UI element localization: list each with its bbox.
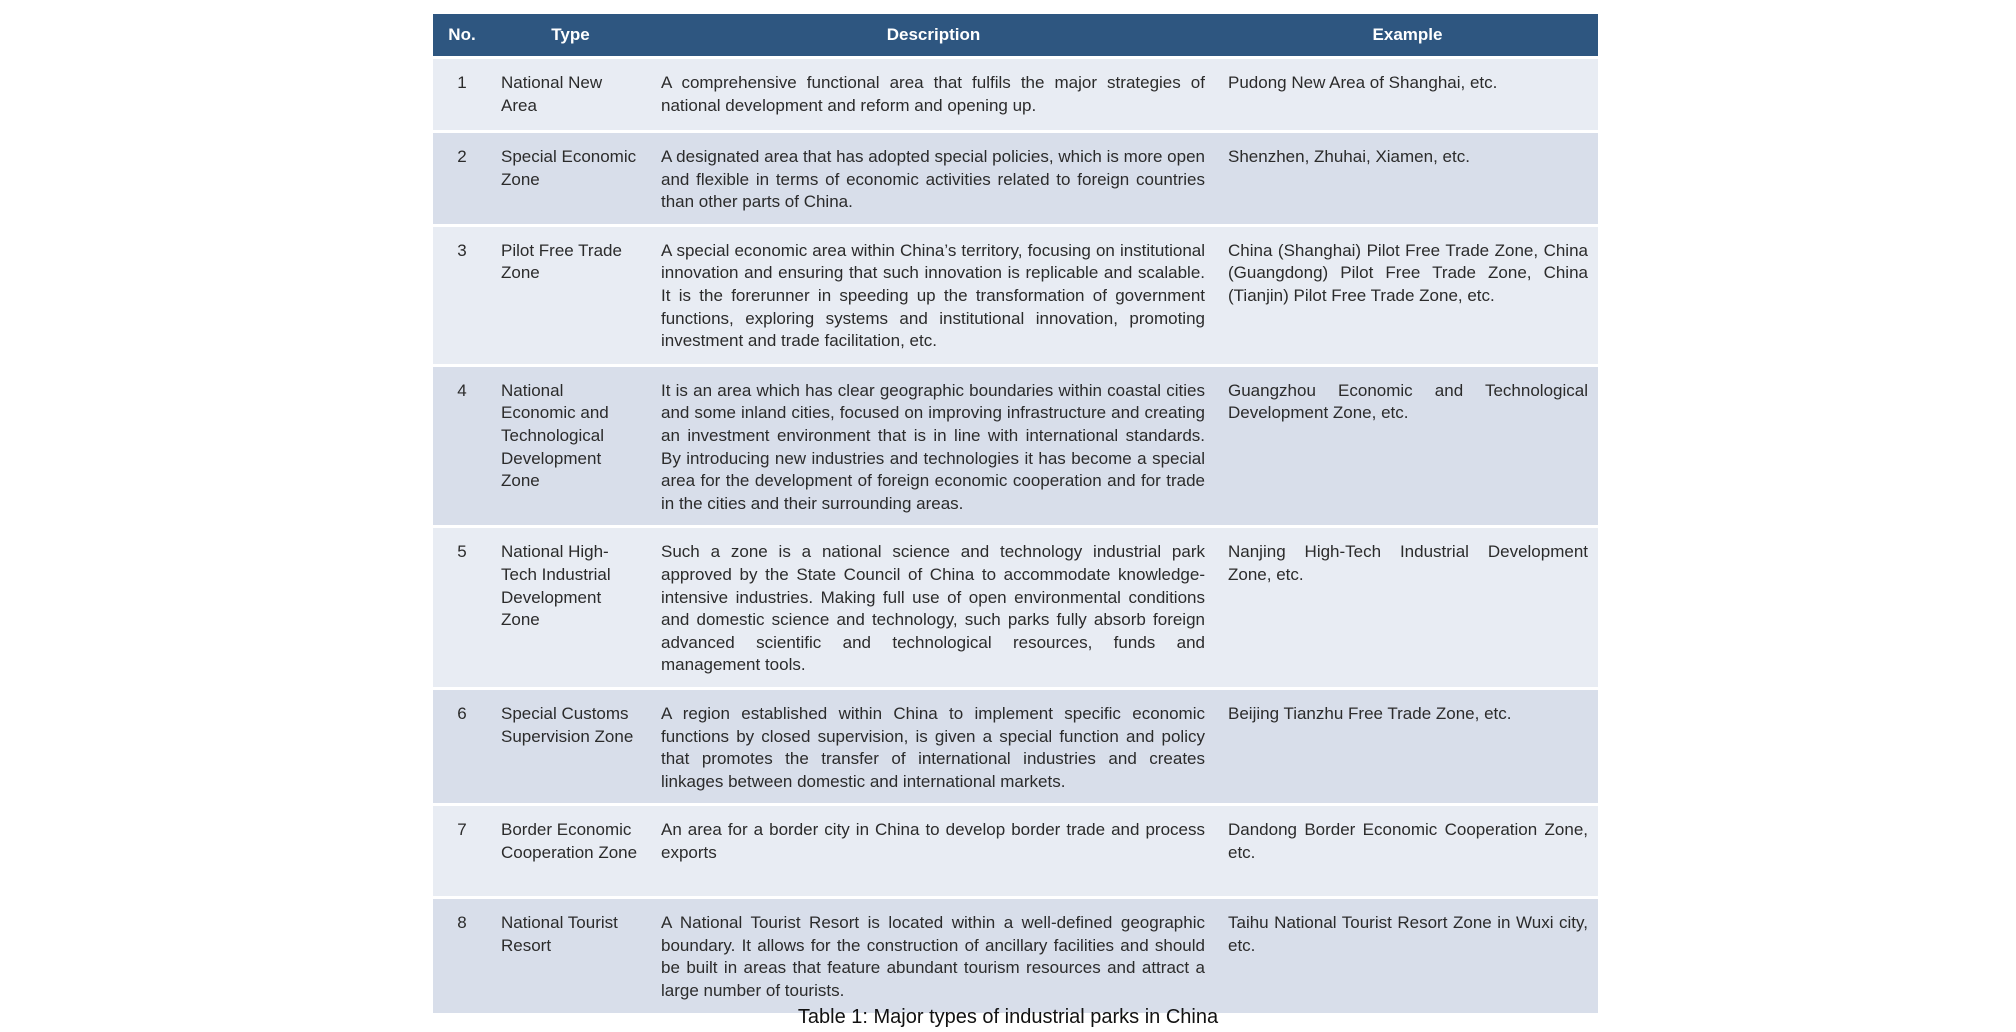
header-type: Type — [491, 14, 650, 58]
table-row — [433, 688, 1598, 804]
table-row — [433, 132, 1598, 226]
table-body — [433, 58, 1598, 1013]
header-description: Description — [650, 14, 1217, 58]
cell-description: A designated area that has adopted special policies, which is more open and flexible in terms of economic activities related to foreign countries than other parts of China. — [650, 132, 1217, 226]
cell-example: Dandong Border Economic Cooperation Zone, etc. — [1217, 805, 1598, 898]
table-row — [433, 805, 1598, 898]
cell-type: Special Customs Supervision Zone — [491, 688, 650, 804]
cell-example: Pudong New Area of Shanghai, etc. — [1217, 58, 1598, 132]
table-header — [433, 14, 1598, 58]
cell-no: 5 — [433, 527, 491, 689]
table-row — [433, 527, 1598, 689]
cell-example: Beijing Tianzhu Free Trade Zone, etc. — [1217, 688, 1598, 804]
cell-type: National New Area — [491, 58, 650, 132]
cell-example: Taihu National Tourist Resort Zone in Wuxi city, etc. — [1217, 898, 1598, 1013]
table-row — [433, 225, 1598, 365]
table-caption: Table 1: Major types of industrial parks in China — [797, 1006, 1219, 1028]
cell-description: It is an area which has clear geographic boundaries within coastal cities and some inland cities, focused on improving infrastructure and creating an investment environment that is in line with international standards. By introducing new industries and technologies it has become a special area for the development of foreign economic cooperation and for trade in the cities and their surrounding areas. — [650, 365, 1217, 527]
cell-type: Pilot Free Trade Zone — [491, 225, 650, 365]
cell-example: Shenzhen, Zhuhai, Xiamen, etc. — [1217, 132, 1598, 226]
cell-example: Nanjing High-Tech Industrial Development Zone, etc. — [1217, 527, 1598, 689]
cell-no: 3 — [433, 225, 491, 365]
cell-no: 1 — [433, 58, 491, 132]
cell-description: A National Tourist Resort is located within a well-defined geographic boundary. It allows for the construction of ancillary facilities and should be built in areas that feature abundant tourism resources and attract a large number of tourists. — [650, 898, 1217, 1013]
cell-description: Such a zone is a national science and technology industrial park approved by the State Council of China to accommodate knowledge-intensive industries. Making full use of open environmental conditions and domestic science and technology, such parks fully absorb foreign advanced scientific and technological resources, funds and management tools. — [650, 527, 1217, 689]
cell-no: 6 — [433, 688, 491, 804]
cell-description: A special economic area within China’s territory, focusing on institutional innovation and ensuring that such innovation is replicable and scalable. It is the forerunner in speeding up the transformation of government functions, exploring systems and institutional innovation, promoting investment and trade facilitation, etc. — [650, 225, 1217, 365]
cell-no: 8 — [433, 898, 491, 1013]
cell-example: China (Shanghai) Pilot Free Trade Zone, China (Guangdong) Pilot Free Trade Zone, China (Tianjin) Pilot Free Trade Zone, etc. — [1217, 225, 1598, 365]
industrial-parks-table — [433, 14, 1598, 1013]
header-example: Example — [1217, 14, 1598, 58]
cell-no: 7 — [433, 805, 491, 898]
cell-type: National High-Tech Industrial Development Zone — [491, 527, 650, 689]
cell-no: 2 — [433, 132, 491, 226]
cell-type: National Tourist Resort — [491, 898, 650, 1013]
cell-type: Special Economic Zone — [491, 132, 650, 226]
cell-description: An area for a border city in China to develop border trade and process exports — [650, 805, 1217, 898]
cell-no: 4 — [433, 365, 491, 527]
cell-type: National Economic and Technological Development Zone — [491, 365, 650, 527]
cell-type: Border Economic Cooperation Zone — [491, 805, 650, 898]
industrial-parks-table-container — [433, 14, 1598, 1013]
header-no: No. — [433, 14, 491, 58]
cell-example: Guangzhou Economic and Technological Development Zone, etc. — [1217, 365, 1598, 527]
table-row — [433, 898, 1598, 1013]
table-row — [433, 365, 1598, 527]
cell-description: A comprehensive functional area that fulfils the major strategies of national development and reform and opening up. — [650, 58, 1217, 132]
cell-description: A region established within China to implement specific economic functions by closed supervision, is given a special function and policy that promotes the transfer of international industries and creates linkages between domestic and international markets. — [650, 688, 1217, 804]
table-row — [433, 58, 1598, 132]
header-row — [433, 14, 1598, 58]
